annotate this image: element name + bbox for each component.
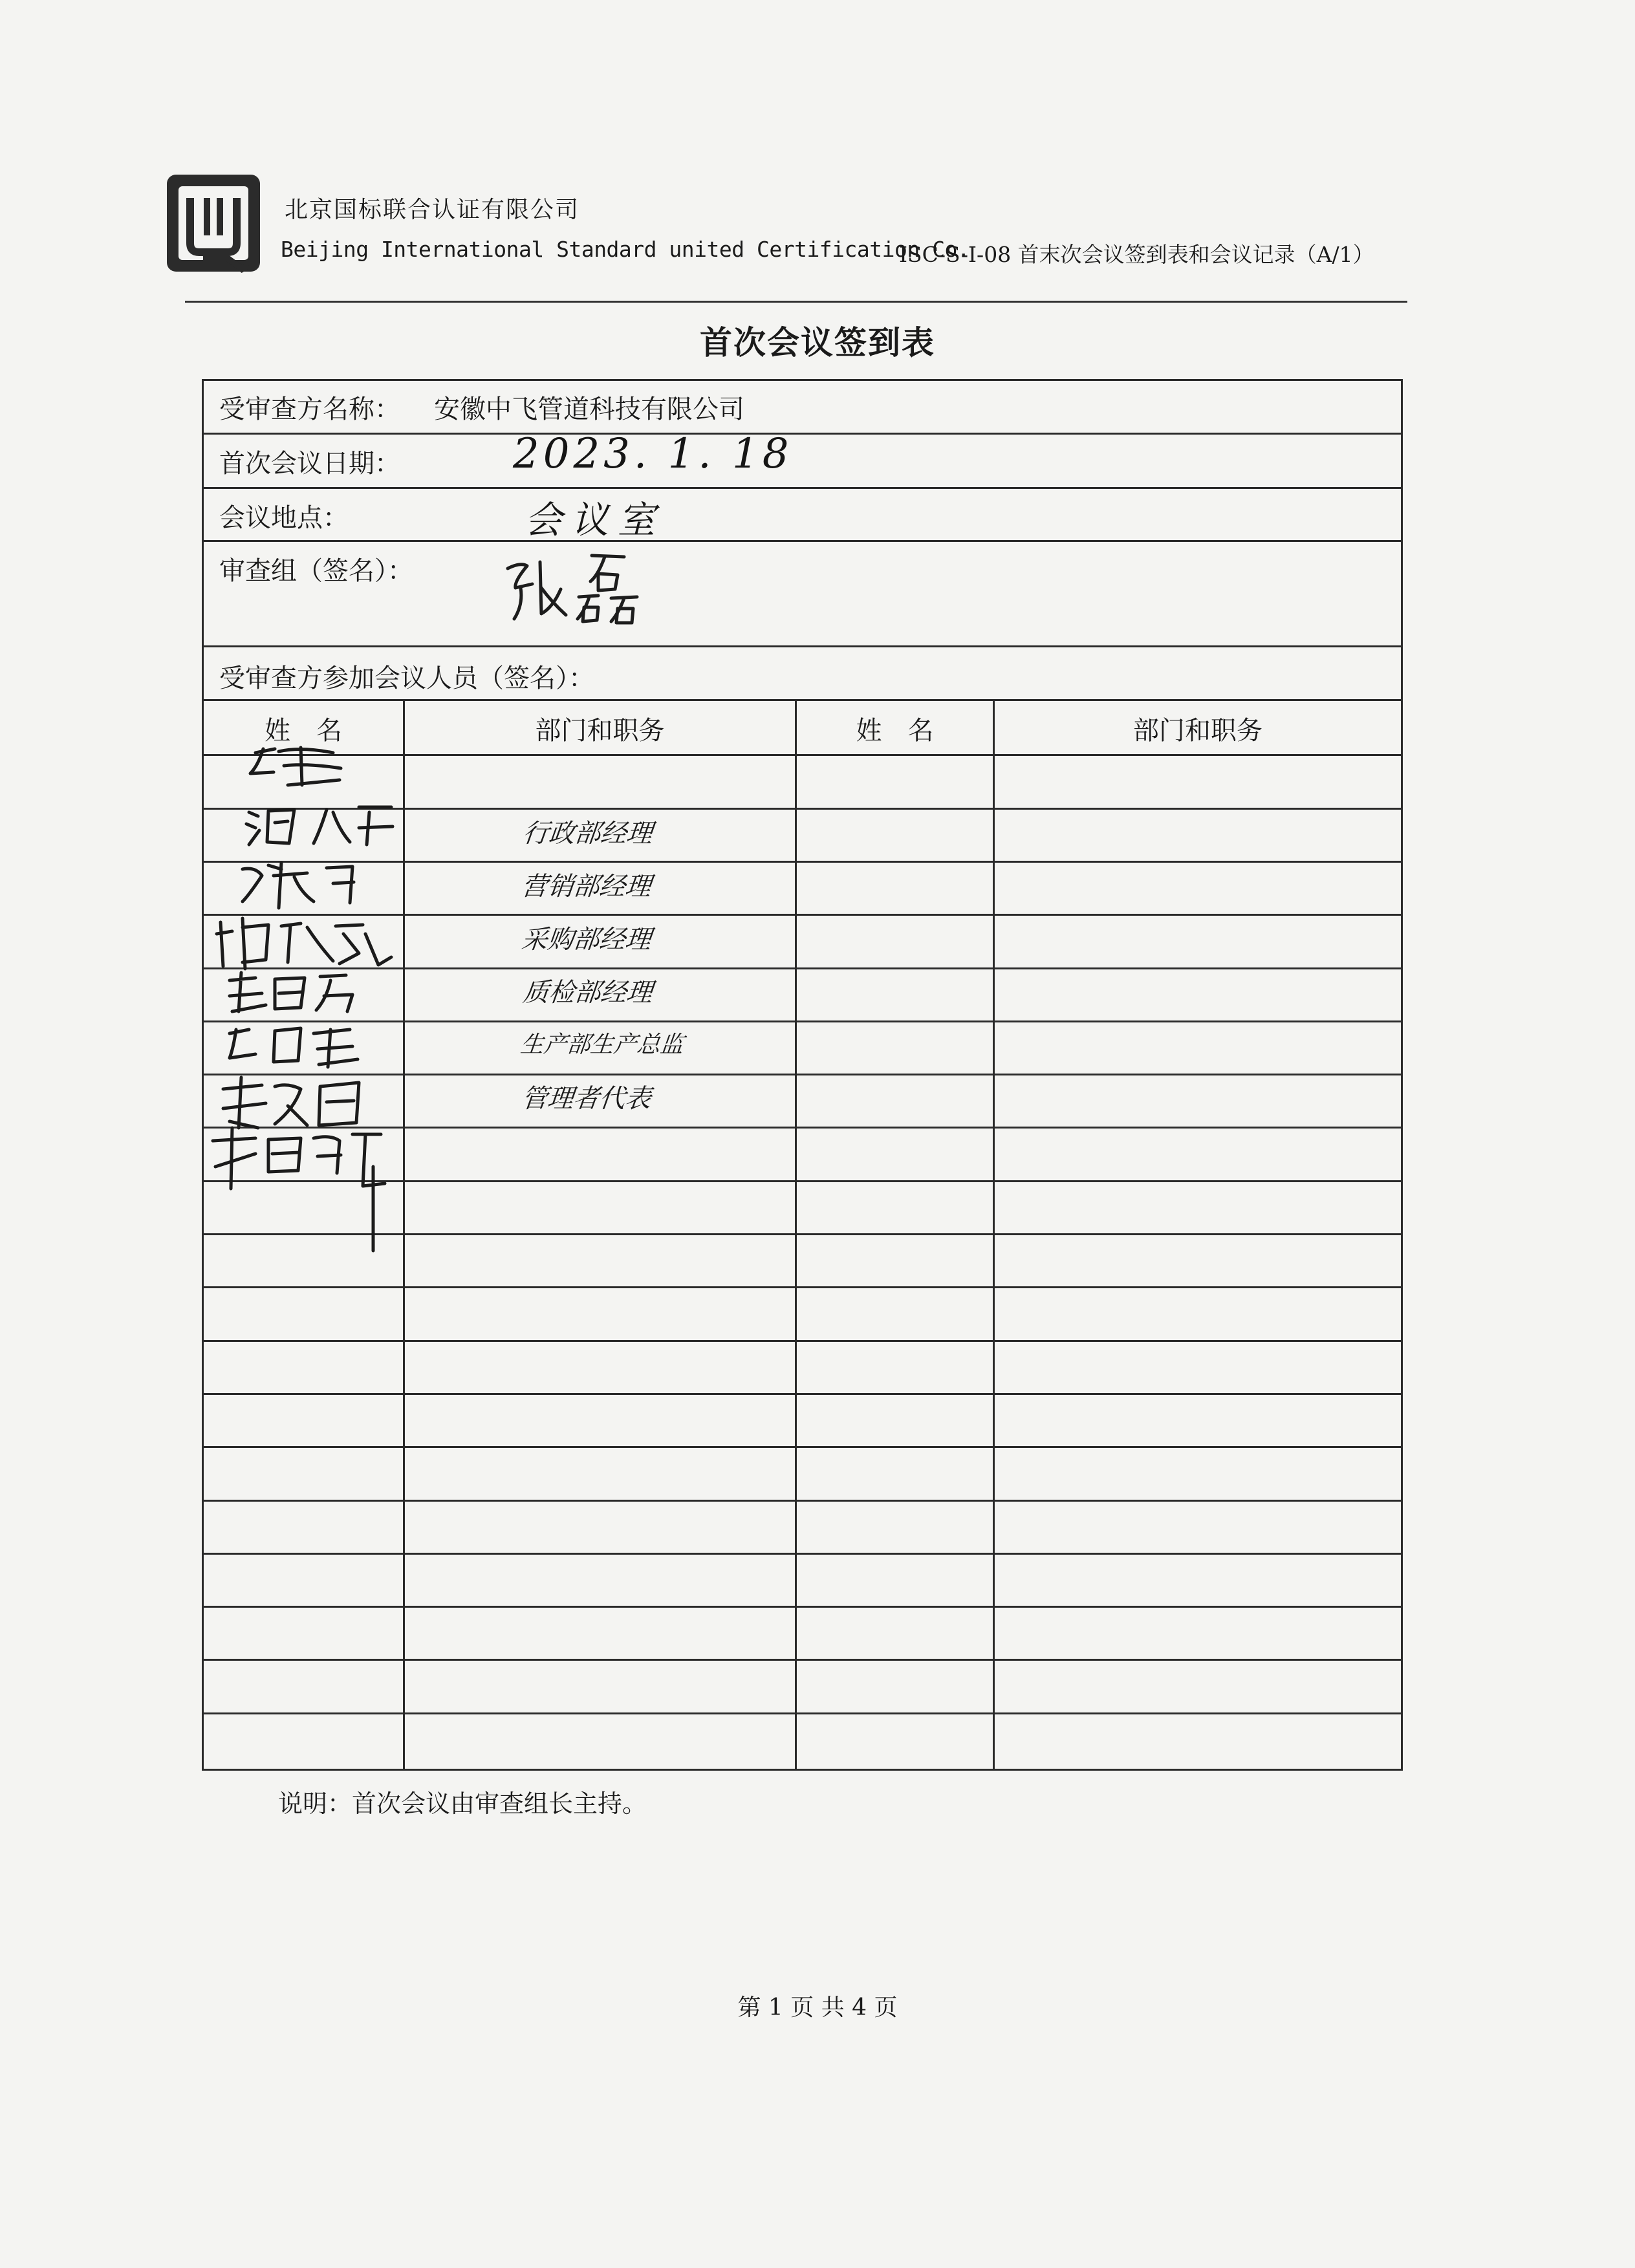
- signature-3: [243, 863, 354, 908]
- info-divider: [204, 487, 1401, 489]
- dept-cell: 营销部经理: [520, 872, 653, 902]
- row-divider: [204, 1286, 1401, 1288]
- signature-5: [230, 973, 352, 1011]
- dept-cell: 行政部经理: [521, 819, 655, 848]
- signature-4: [217, 918, 391, 969]
- meeting-date-label: 首次会议日期：: [219, 449, 400, 479]
- attendee-table: [202, 699, 1403, 1771]
- company-logo-icon: [164, 172, 263, 274]
- auditee-label: 受审查方名称：: [219, 394, 400, 424]
- signature-1: [250, 748, 341, 785]
- dept-cell: 采购部经理: [520, 925, 653, 955]
- col-header-dept: 部门和职务: [535, 716, 665, 746]
- info-divider: [204, 645, 1401, 647]
- attendee-signatures: [204, 740, 417, 1257]
- row-divider: [204, 1606, 1401, 1608]
- row-divider: [204, 1340, 1401, 1342]
- info-divider: [204, 540, 1401, 542]
- row-divider: [204, 1659, 1401, 1661]
- page-number: 第 1 页 共 4 页: [737, 1994, 898, 2021]
- auditee-value: 安徽中飞管道科技有限公司: [434, 394, 744, 424]
- meeting-info-section: [202, 379, 1403, 701]
- header-divider: [185, 301, 1407, 303]
- dept-cell: 生产部生产总监: [519, 1031, 685, 1058]
- document-title: 首次会议签到表: [700, 324, 935, 362]
- company-name-en: Beijing International Standard united Certification Co.: [281, 237, 970, 262]
- audit-team-label: 审查组（签名）：: [219, 556, 413, 586]
- dept-cell: 质检部经理: [521, 978, 655, 1008]
- meeting-place-label: 会议地点：: [219, 503, 349, 533]
- signature-6: [230, 1028, 358, 1067]
- col-header-name-2: 姓 名: [856, 716, 934, 746]
- row-divider: [204, 1446, 1401, 1448]
- participants-label: 受审查方参加会议人员（签名）：: [219, 664, 594, 693]
- audit-team-signature: [501, 543, 656, 633]
- row-divider: [204, 1500, 1401, 1502]
- meeting-date-value: 2023. 1. 18: [513, 430, 793, 478]
- row-divider: [204, 1393, 1401, 1395]
- info-divider: [204, 433, 1401, 435]
- footnote: 说明：首次会议由审查组长主持。: [278, 1789, 647, 1818]
- signature-8: [213, 1128, 385, 1251]
- col-header-name: 姓 名: [265, 716, 342, 746]
- company-name-cn: 北京国标联合认证有限公司: [285, 197, 580, 223]
- meeting-place-value: 会议室: [525, 498, 665, 542]
- signature-7: [223, 1077, 359, 1128]
- form-code: ISC-S-I-08 首末次会议签到表和会议记录（A/1）: [899, 242, 1374, 267]
- signature-2: [246, 807, 393, 845]
- dept-cell: 管理者代表: [520, 1084, 653, 1114]
- row-divider: [204, 1712, 1401, 1714]
- row-divider: [204, 1553, 1401, 1555]
- col-header-dept-2: 部门和职务: [1133, 716, 1262, 746]
